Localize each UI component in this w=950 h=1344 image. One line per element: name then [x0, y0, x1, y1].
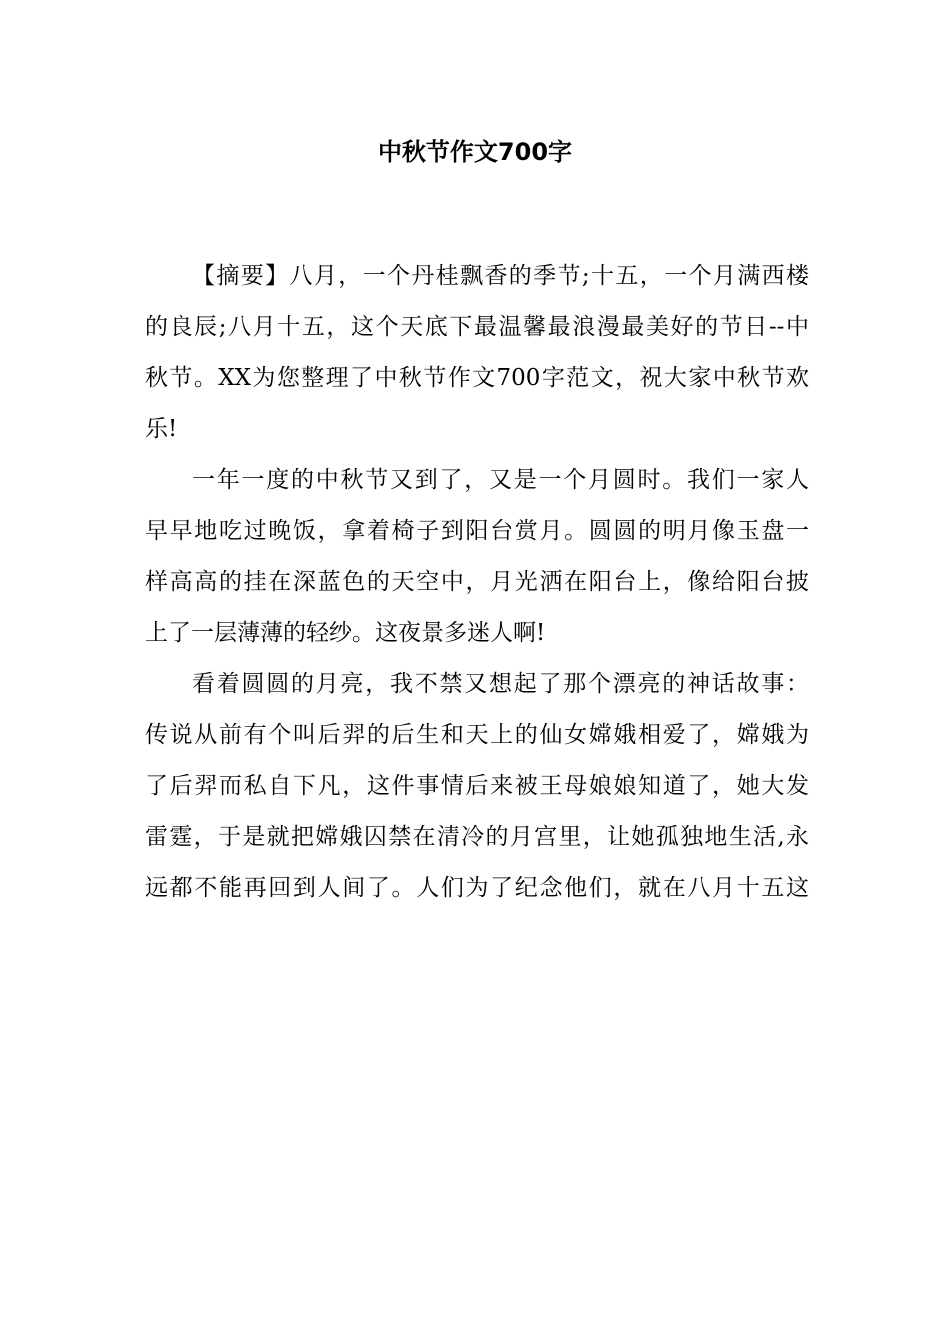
text-line: 上了一层薄薄的轻纱。这夜景多迷人啊!	[145, 620, 546, 646]
paragraph-1	[145, 455, 809, 659]
text-line: 早早地吃过晚饭，拿着椅子到阳台赏月。圆圆的明月像玉盘一	[145, 518, 809, 544]
text-line: 看着圆圆的月亮，我不禁又想起了那个漂亮的神话故事：	[192, 671, 809, 697]
paragraph-2	[145, 659, 809, 914]
text-line: 远都不能再回到人间了。人们为了纪念他们，就在八月十五这	[145, 875, 809, 901]
text-line: 一年一度的中秋节又到了，又是一个月圆时。我们一家人	[192, 467, 809, 493]
text-line: 【摘要】八月，一个丹桂飘香的季节;十五，一个月满西楼	[192, 263, 809, 289]
document-title: 中秋节作文700字	[377, 138, 573, 166]
document-body	[145, 251, 809, 914]
text-line: 的良辰;八月十五，这个天底下最温馨最浪漫最美好的节日--中	[145, 314, 809, 340]
text-line: 秋节。XX为您整理了中秋节作文700字范文，祝大家中秋节欢	[145, 365, 809, 391]
paragraph-abstract	[145, 251, 809, 455]
text-line: 了后羿而私自下凡，这件事情后来被王母娘娘知道了，她大发	[145, 773, 809, 799]
text-line: 样高高的挂在深蓝色的天空中，月光洒在阳台上，像给阳台披	[145, 569, 809, 595]
text-line: 雷霆，于是就把嫦娥囚禁在清冷的月宫里，让她孤独地生活,永	[145, 824, 809, 850]
text-line: 乐!	[145, 416, 178, 442]
text-line: 传说从前有个叫后羿的后生和天上的仙女嫦娥相爱了，嫦娥为	[145, 722, 809, 748]
